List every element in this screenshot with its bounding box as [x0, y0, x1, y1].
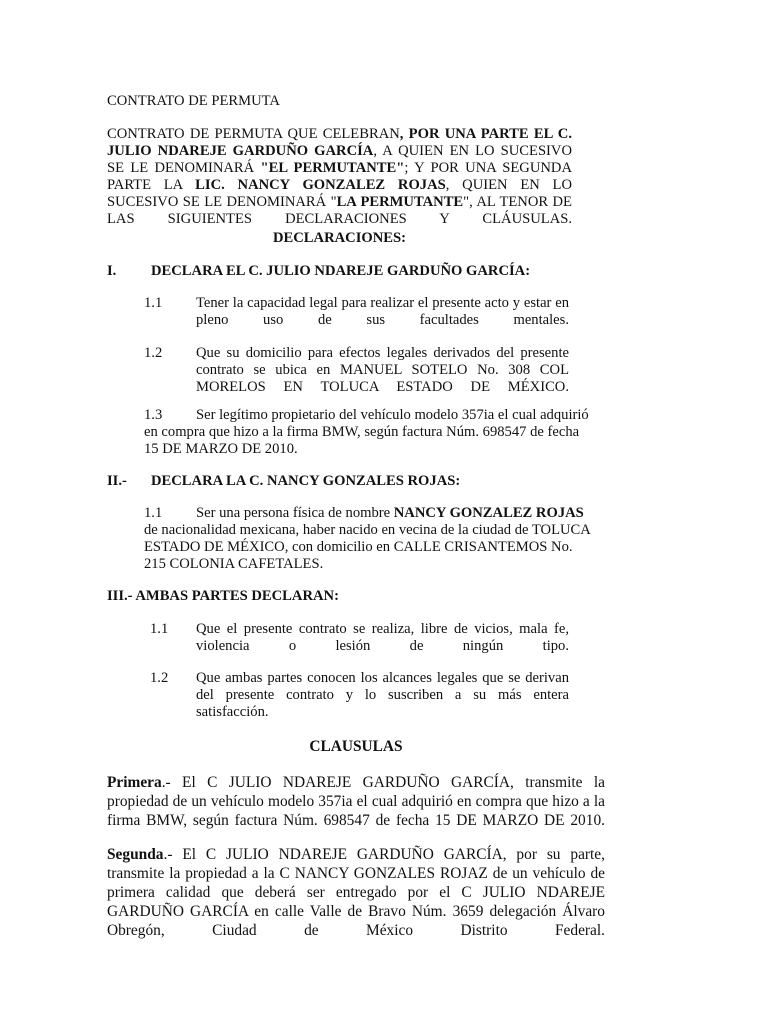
section-ii-item-1-name: NANCY GONZALEZ ROJAS — [393, 505, 584, 521]
section-iii-item-1-number: 1.1 — [150, 621, 169, 637]
party-2-alias: LA PERMUTANTE — [336, 194, 464, 210]
section-i-item-2-text: Que su domicilio para efectos legales derivados del presente contrato se ubica en MANUEL SOTELO No. 308 COL MORELOS EN TOLUCA ESTADO DE MÉXICO. — [196, 345, 569, 395]
party-1-name: C. JULIO NDAREJE GARDUÑO GARCÍA — [107, 126, 572, 159]
declaraciones-heading — [107, 230, 572, 247]
clause-segunda — [107, 845, 605, 959]
declaraciones-heading-text: DECLARACIONES: — [273, 230, 406, 246]
clause-primera-label: Primera — [107, 774, 162, 791]
section-iii-item-2-text: Que ambas partes conocen los alcances legales que se derivan del presente contrato y lo suscriben a su más entera satisfacción. — [196, 670, 569, 720]
clausulas-heading — [107, 737, 605, 756]
clause-segunda-text: .- El C JULIO NDAREJE GARDUÑO GARCÍA, por su parte, transmite la propiedad a la C NANCY GONZALES ROJAZ de un vehículo de primera calidad que deberá ser entregado por el C JULIO NDAREJE GARDUÑO GARCÍA en calle Valle de Bravo Núm. 3659 delegación Álvaro Obregón, Ciudad de México Distrito Federal. — [107, 846, 605, 939]
intro-text-6: ", AL TENOR DE LAS SIGUIENTES DECLARACIONES Y CLÁUSULAS. — [107, 194, 572, 227]
section-i-item-1-text: Tener la capacidad legal para realizar el presente acto y estar en pleno uso de sus facultades mentales. — [196, 295, 569, 328]
clausulas-heading-text: CLAUSULAS — [309, 738, 403, 755]
section-ii-item-1-number: 1.1 — [144, 505, 163, 521]
section-iii-item-2-number: 1.2 — [150, 670, 169, 686]
intro-text-2: , POR UNA PARTE EL — [399, 126, 558, 142]
section-ii-item-1-line-4: 215 COLONIA CAFETALES. — [144, 556, 324, 572]
intro-text-4: ; Y POR UNA SEGUNDA PARTE LA — [107, 160, 572, 193]
section-ii-item-1-pre: Ser una persona física de nombre — [196, 505, 394, 521]
section-iii-heading: III.- AMBAS PARTES DECLARAN: — [107, 588, 339, 604]
section-i-item-2-number: 1.2 — [144, 345, 163, 361]
section-ii-item-1 — [144, 505, 591, 573]
intro-text-3: , A QUIEN EN LO SUCESIVO SE LE DENOMINARÁ — [107, 143, 572, 176]
section-i-item-3-number: 1.3 — [144, 407, 163, 423]
section-i-item-3 — [144, 407, 589, 458]
party-1-alias: "EL PERMUTANTE" — [260, 160, 405, 176]
section-i-number: I. — [107, 263, 117, 279]
clause-primera-text: .- El C JULIO NDAREJE GARDUÑO GARCÍA, transmite la propiedad de un vehículo modelo 357ia el cual adquirió en compra que hizo a la firma BMW, según factura Núm. 698547 de fecha 15 DE MARZO DE 2010. — [107, 774, 605, 829]
intro-paragraph — [107, 126, 572, 245]
section-iii-item-1-text: Que el presente contrato se realiza, libre de vicios, mala fe, violencia o lesión de ningún tipo. — [196, 621, 569, 654]
clause-primera — [107, 773, 605, 849]
section-i-item-3-line-2: en compra que hizo a la firma BMW, según factura Núm. 698547 de fecha — [144, 424, 580, 440]
section-ii-item-1-line-2: de nacionalidad mexicana, haber nacido en vecina de la ciudad de TOLUCA — [144, 522, 591, 538]
intro-text-1: CONTRATO DE PERMUTA QUE CELEBRAN — [107, 126, 400, 142]
clause-segunda-label: Segunda — [107, 846, 164, 863]
section-i-heading: DECLARA EL C. JULIO NDAREJE GARDUÑO GARCÍA: — [151, 263, 531, 279]
section-i-item-3-line-3: 15 DE MARZO DE 2010. — [144, 441, 298, 457]
intro-text-5: , QUIEN EN LO SUCESIVO SE LE DENOMINARÁ " — [107, 177, 572, 210]
party-2-name: LIC. NANCY GONZALEZ ROJAS — [195, 177, 446, 193]
section-i-item-1-number: 1.1 — [144, 295, 163, 311]
document-title: CONTRATO DE PERMUTA — [107, 93, 280, 109]
section-ii-item-1-line-3: ESTADO DE MÉXICO, con domicilio en CALLE CRISANTEMOS No. — [144, 539, 573, 555]
section-i-item-3-line-1: Ser legítimo propietario del vehículo modelo 357ia el cual adquirió — [196, 407, 589, 423]
section-ii-number: II.- — [107, 473, 127, 489]
section-ii-heading: DECLARA LA C. NANCY GONZALES ROJAS: — [151, 473, 461, 489]
